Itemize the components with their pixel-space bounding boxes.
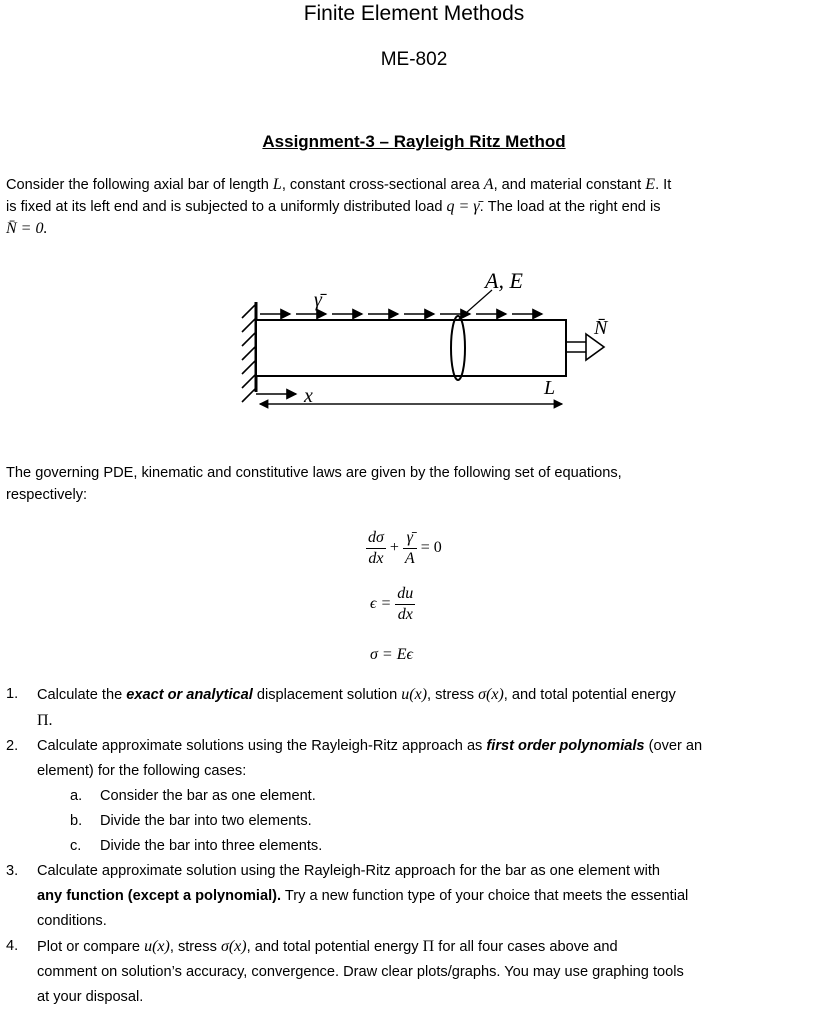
- end-load-label: N̄: [594, 317, 608, 339]
- assignment-title: Assignment-3 – Rayleigh Ritz Method: [262, 132, 566, 151]
- length-label: L: [544, 377, 556, 399]
- area-modulus-label: A, E: [485, 268, 523, 293]
- question-2c-label: c.: [70, 838, 82, 854]
- question-list: [0, 682, 828, 1012]
- question-4-number: 4.: [6, 938, 19, 954]
- equation-pde: $\frac{d\sigma}{dx}$ + $\frac{\gammā}{A}$ = 0: [368, 529, 442, 567]
- governing-line-1: The governing PDE, kinematic and constitutive laws are given by the following set of equations,: [6, 465, 622, 481]
- question-2a-label: a.: [70, 788, 83, 804]
- question-2-number: 2.: [6, 738, 19, 754]
- governing-paragraph: [6, 462, 822, 506]
- intro-line-3: N̄ = 0.: [6, 220, 48, 237]
- question-2b-label: b.: [70, 813, 83, 829]
- question-3-number: 3.: [6, 863, 19, 879]
- x-label: x: [304, 385, 313, 407]
- course-code: ME-802: [380, 49, 448, 70]
- question-2c-text: Divide the bar into three elements.: [100, 838, 323, 854]
- question-1-number: 1.: [6, 686, 19, 702]
- question-3: Calculate approximate solution using the Rayleigh-Ritz approach for the bar as one element with any function (except a polynomial). Try a new function type of your choice that meets the essential conditions.: [37, 863, 689, 929]
- gamma-label: γ̄: [314, 289, 322, 311]
- course-title: Finite Element Methods: [303, 2, 525, 25]
- area-leader-line: [458, 290, 492, 320]
- intro-line-1: Consider the following axial bar of length L, constant cross-sectional area A, and material constant E. It: [6, 176, 672, 193]
- question-1: Calculate the exact or analytical displacement solution u(x), stress σ(x), and total potential energy Π.: [37, 686, 676, 729]
- equation-kinematic: ϵ = $\frac{du}{dx}$: [370, 585, 414, 623]
- intro-paragraph: [6, 174, 822, 240]
- intro-line-2: is fixed at its left end and is subjected to a uniformly distributed load q = γ̄. The load at the right end is: [6, 198, 661, 215]
- question-2: Calculate approximate solutions using the Rayleigh-Ritz approach as first order polynomials (over an element) for the following cases:: [37, 738, 703, 779]
- question-2b-text: Divide the bar into two elements.: [100, 813, 312, 829]
- governing-line-2: respectively:: [6, 487, 88, 503]
- question-4: Plot or compare u(x), stress σ(x), and total potential energy Π for all four cases above and comment on solution’s accuracy, convergence. Draw clear plots/graphs. You may use graphing tools at your disposal.: [37, 938, 684, 1005]
- bar-figure: [230, 262, 630, 434]
- question-2a-text: Consider the bar as one element.: [100, 788, 316, 804]
- wall-hatching: [242, 304, 256, 402]
- equation-constitutive: σ = Eϵ: [370, 646, 413, 663]
- axial-bar: [256, 320, 566, 376]
